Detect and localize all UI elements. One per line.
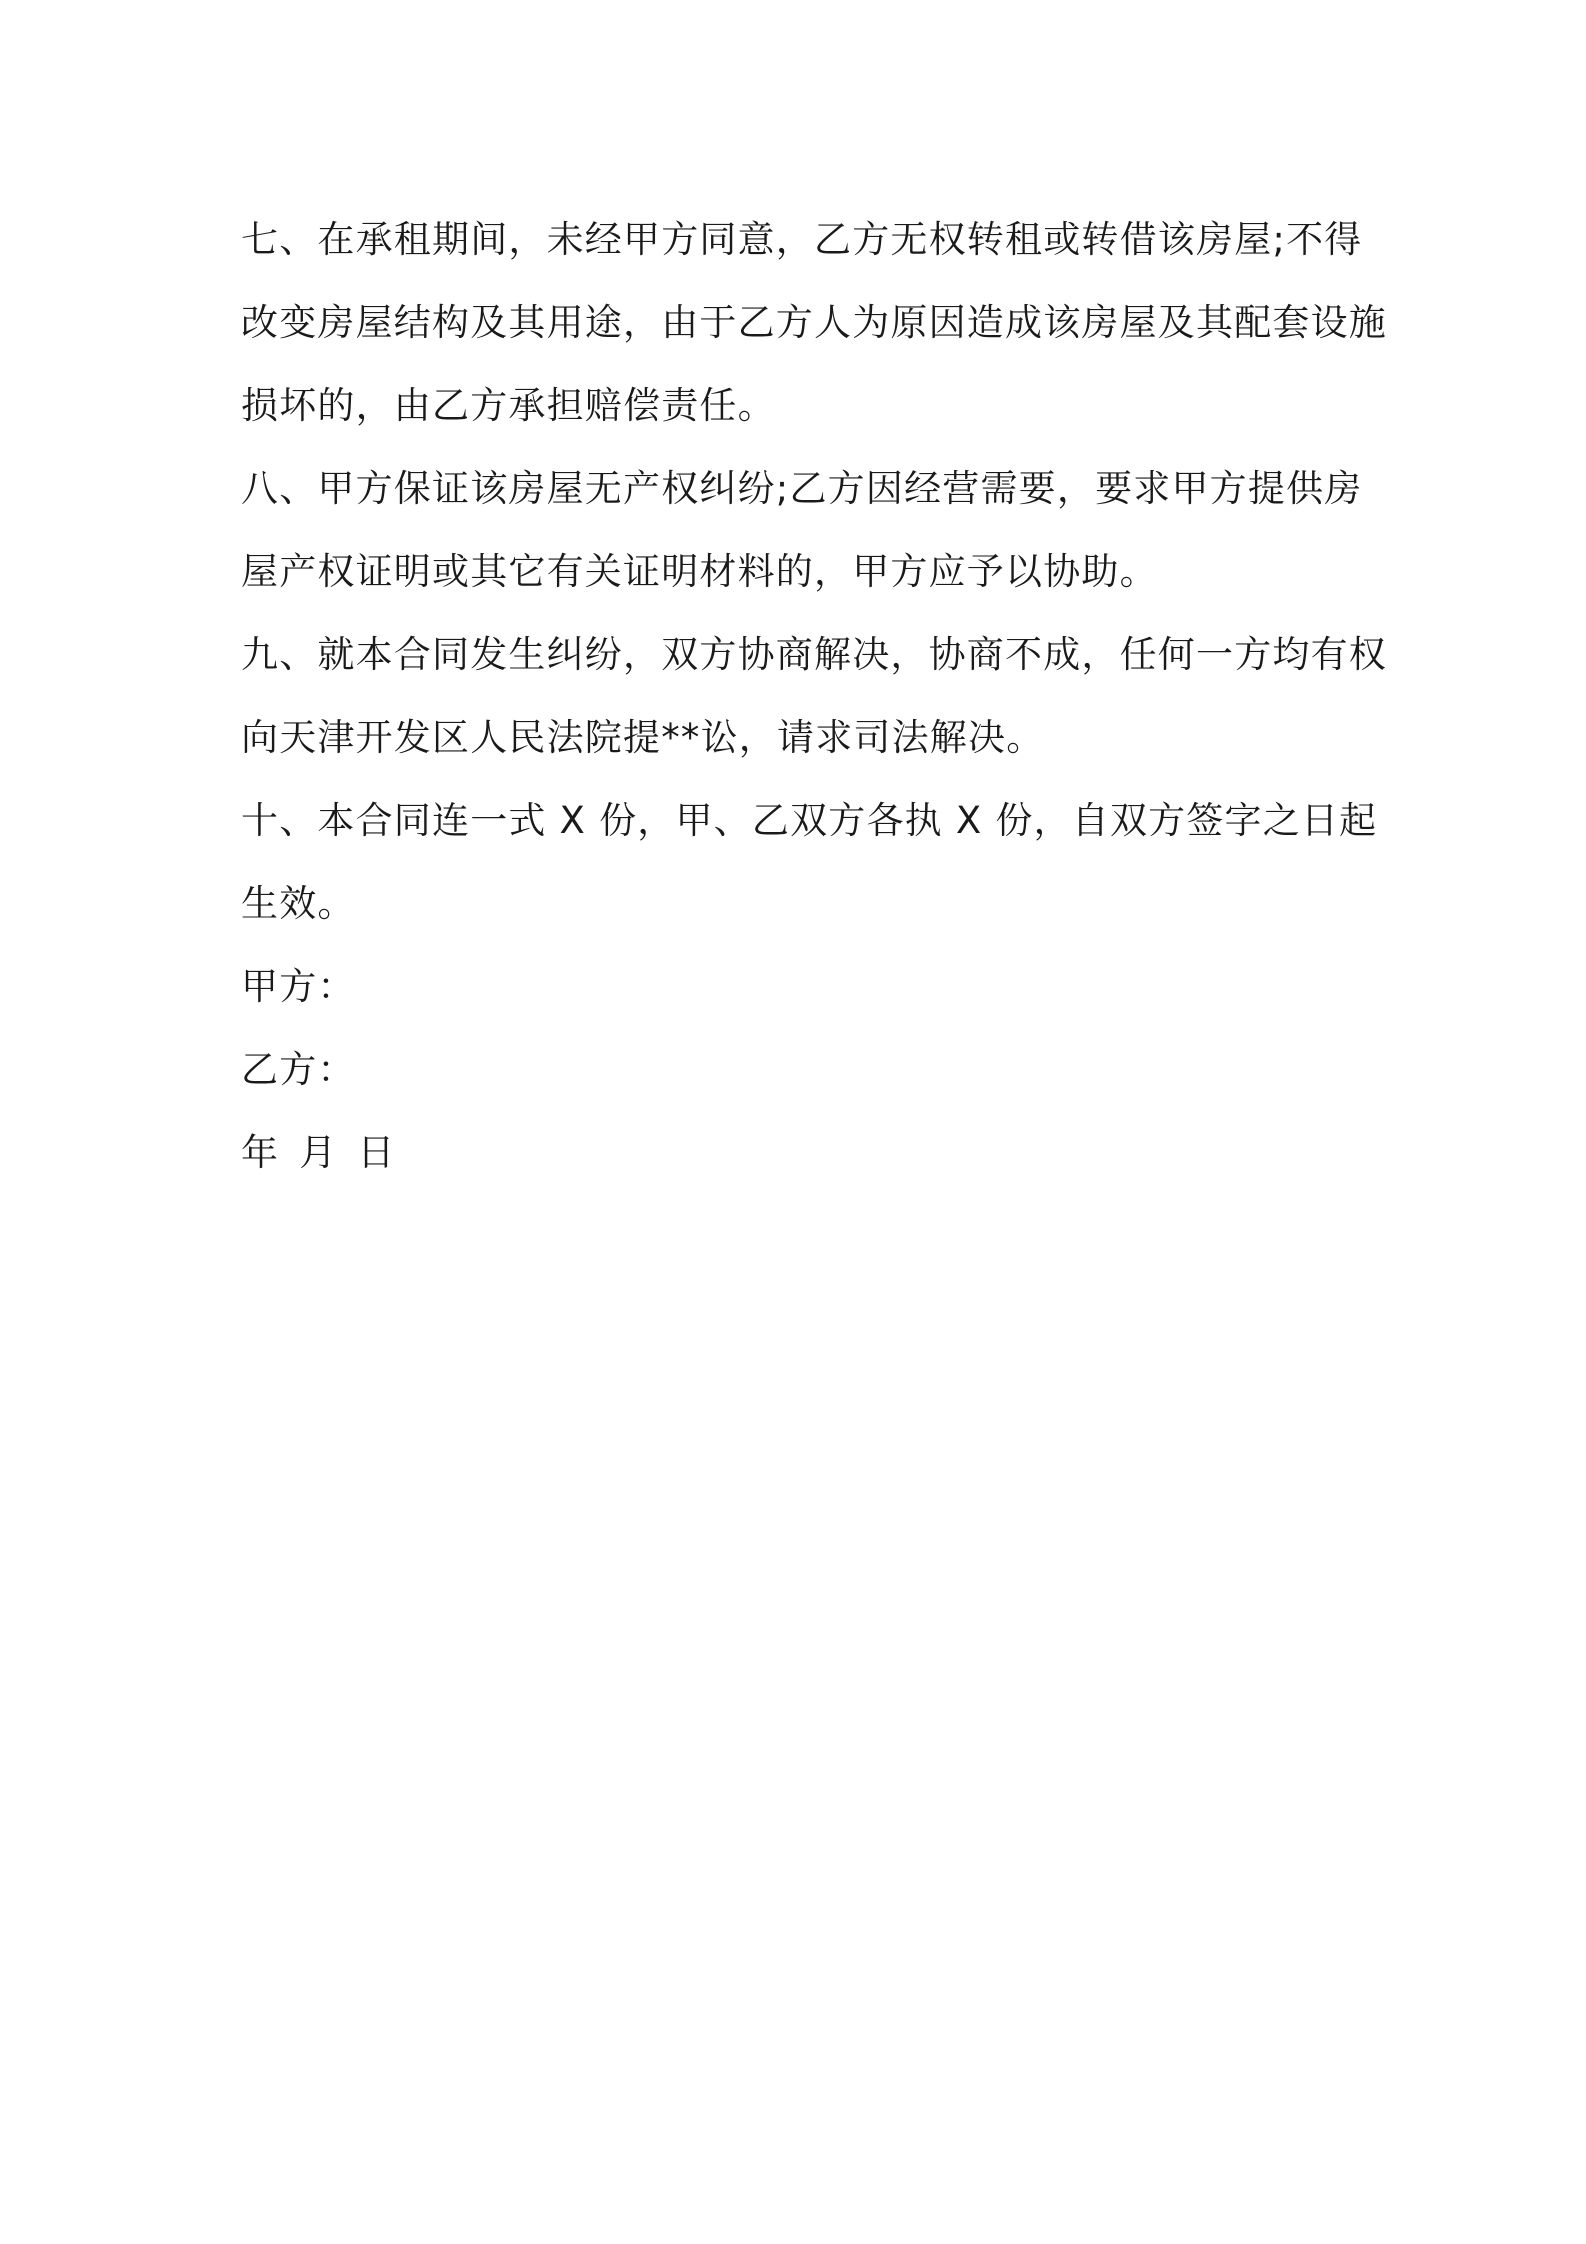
date-month-label: 月: [299, 1131, 338, 1174]
clause-8-line-2: 屋产权证明或其它有关证明材料的，甲方应予以协助。: [241, 550, 1158, 593]
date-year-label: 年: [241, 1131, 280, 1174]
clause-7-line-2: 改变房屋结构及其用途，由于乙方人为原因造成该房屋及其配套设施: [241, 301, 1387, 344]
clause-8: [241, 447, 1361, 613]
clause-9-line-2: 向天津开发区人民法院提**讼，请求司法解决。: [241, 716, 1045, 759]
clause-7-line-1: 七、在承租期间，未经甲方同意，乙方无权转租或转借该房屋;不得: [241, 218, 1363, 261]
clause-10: [241, 779, 1378, 945]
date-day-label: 日: [357, 1131, 396, 1174]
party-a-signature-label: 甲方：: [241, 965, 356, 1008]
clause-10-line-1: 十、本合同连一式 X 份，甲、乙双方各执 X 份，自双方签字之日起: [241, 799, 1378, 842]
party-b-signature-label: 乙方：: [241, 1048, 356, 1091]
clause-10-line-2: 生效。: [241, 882, 356, 925]
clause-8-line-1: 八、甲方保证该房屋无产权纠纷;乙方因经营需要，要求甲方提供房: [241, 467, 1363, 510]
document-body: [241, 198, 1387, 1194]
clause-7-line-3: 损坏的，由乙方承担赔偿责任。: [241, 384, 776, 427]
clause-7: [241, 198, 1387, 447]
clause-9: [241, 613, 1387, 779]
signature-date: [241, 1111, 1361, 1194]
clause-9-line-1: 九、就本合同发生纠纷，双方协商解决，协商不成，任何一方均有权: [241, 633, 1387, 676]
